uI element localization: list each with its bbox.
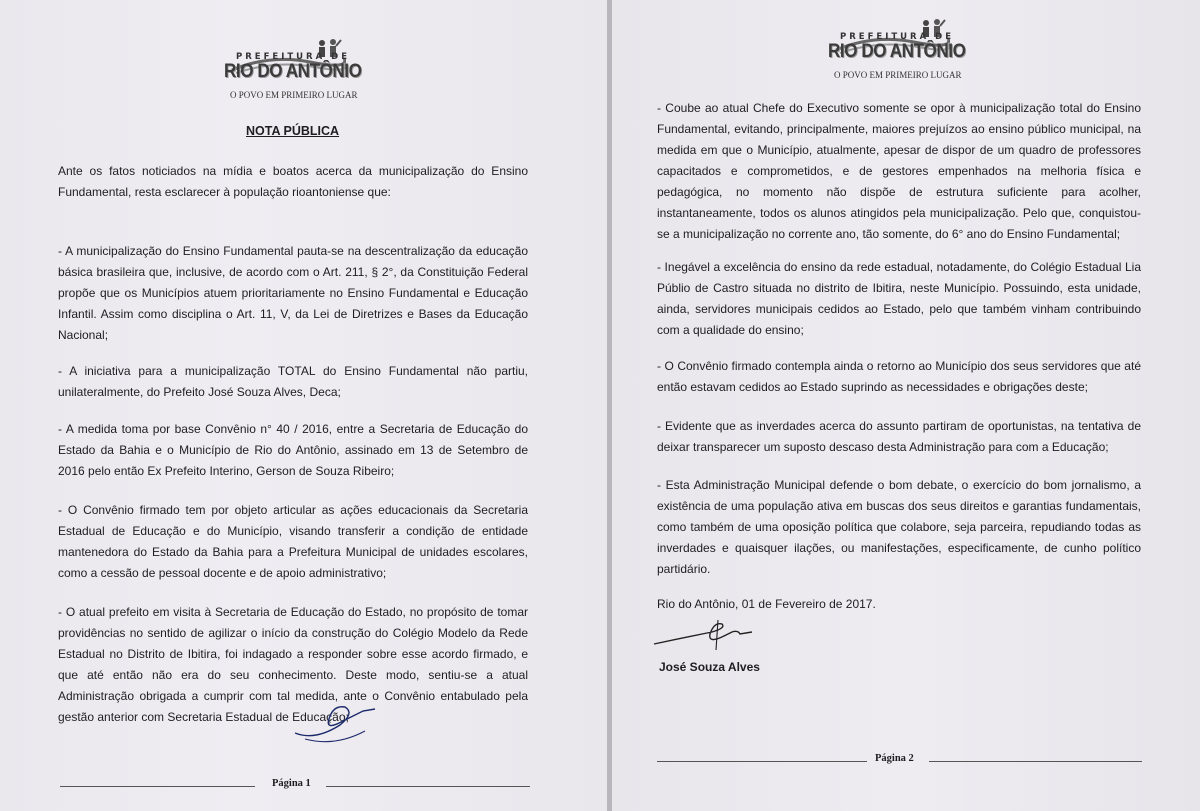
logo-slogan: O POVO EM PRIMEIRO LUGAR: [834, 70, 962, 80]
paragraph-2: - A iniciativa para a municipalização TOTAL do Ensino Fundamental não partiu, unilateralmente, do Prefeito José Souza Alves, Deca;: [58, 364, 528, 399]
paragraph-7: - Inegável a excelência do ensino da rede estadual, notadamente, do Colégio Estadual Lia Públio de Castro situada no distrito de Ibitira, neste Município. Possuindo, esta unidade, ainda, servidores municipais cedidos ao Estado, pelo que também vinham contribuindo com a qualidade do ensino;: [657, 260, 1141, 337]
logo-prefeitura-text: PREFEITURA DE: [840, 32, 955, 42]
footer-rule-left: [60, 786, 255, 787]
signature-initial-icon: [285, 695, 380, 745]
signer-name: José Souza Alves: [659, 660, 760, 674]
page-number: Página 2: [875, 753, 914, 764]
document-date: Rio do Antônio, 01 de Fevereiro de 2017.: [657, 597, 876, 611]
page-number: Página 1: [272, 778, 311, 789]
page-footer: [657, 753, 1142, 769]
prefeitura-logo: [218, 38, 368, 118]
logo-city-text: RIO DO ANTÔNIO: [224, 61, 362, 82]
footer-rule-left: [657, 761, 867, 762]
paragraph-6: - Coube ao atual Chefe do Executivo somente se opor à municipalização total do Ensino Fundamental, evitando, principalmente, maiores prejuízos ao ensino público municipal, na medida em que o Município, atualmente, apesar de dispor de um quadro de professores capacitados e comprometidos, e de gestores empenhados na melhoria física e pedagógica, no momento não dispõe de estrutura suficiente para acolher, instantaneamente, todos os alunos atingidos pela municipalização. Pelo que, conquistou-se a municipalização no corrente ano, tão somente, do 6° ano do Ensino Fundamental;: [657, 101, 1141, 241]
paragraph-3: - A medida toma por base Convênio n° 40 / 2016, entre a Secretaria de Educação do Estado da Bahia e o Município de Rio do Antônio, assinado em 13 de Setembro de 2016 pelo então Ex Prefeito Interino, Gerson de Souza Ribeiro;: [58, 422, 528, 478]
footer-rule-right: [929, 761, 1142, 762]
page-footer: [60, 778, 530, 794]
footer-rule-right: [326, 786, 530, 787]
logo-slogan: O POVO EM PRIMEIRO LUGAR: [230, 90, 358, 100]
page-title: NOTA PÚBLICA: [246, 124, 340, 138]
paragraph-5: - O atual prefeito em visita à Secretaria de Educação do Estado, no propósito de tomar providências no sentido de agilizar o início da construção do Colégio Modelo da Rede Estadual no Distrito de Ibitira, foi indagado a responder sobre esse acordo firmado, e que até então não era do seu conhecimento. Deste modo, sentiu-se a atual Administração obrigada a cumprir com tal medida, ante o Convênio entabulado pela gestão anterior com Secretaria Estadual de Educação;: [58, 605, 528, 724]
logo-city-text: RIO DO ANTÔNIO: [828, 41, 966, 62]
paragraph-8: - O Convênio firmado contempla ainda o retorno ao Município dos seus servidores que até então estavam cedidos ao Estado suprindo as necessidades e obrigações deste;: [657, 359, 1141, 394]
logo-prefeitura-text: PREFEITURA DE: [236, 52, 351, 62]
paragraph-9: - Evidente que as inverdades acerca do assunto partiram de oportunistas, na tentativa de deixar transparecer um suposto descaso desta Administração para com a Educação;: [657, 419, 1141, 454]
document-page-2: [612, 0, 1200, 811]
signature-icon: [652, 614, 762, 664]
paragraph-10: - Esta Administração Municipal defende o bom debate, o exercício do bom jornalismo, a existência de uma população ativa em buscas dos seus direitos e garantias fundamentais, como também de uma oposição política que colabore, seja parceira, repudiando todas as inverdades e quaisquer ilações, ou manifestações, especificamente, de cunho político partidário.: [657, 478, 1141, 576]
paragraph-4: - O Convênio firmado tem por objeto articular as ações educacionais da Secretaria Estadual de Educação e do Município, visando transferir a condição de entidade mantenedora do Estado da Bahia para a Prefeitura Municipal de unidades escolares, como a cessão de pessoal docente e de apoio administrativo;: [58, 503, 528, 580]
paragraph-1: - A municipalização do Ensino Fundamental pauta-se na descentralização da educação básica brasileira que, inclusive, de acordo com o Art. 211, § 2°, da Constituição Federal propõe que os Municípios atuem prioritariamente no Ensino Fundamental e Educação Infantil. Assim como disciplina o Art. 11, V, da Lei de Diretrizes e Bases da Educação Nacional;: [58, 244, 528, 342]
prefeitura-logo: [822, 18, 972, 98]
paragraph-intro: Ante os fatos noticiados na mídia e boatos acerca da municipalização do Ensino Fundamental, resta esclarecer à população rioantoniense que:: [58, 164, 528, 199]
